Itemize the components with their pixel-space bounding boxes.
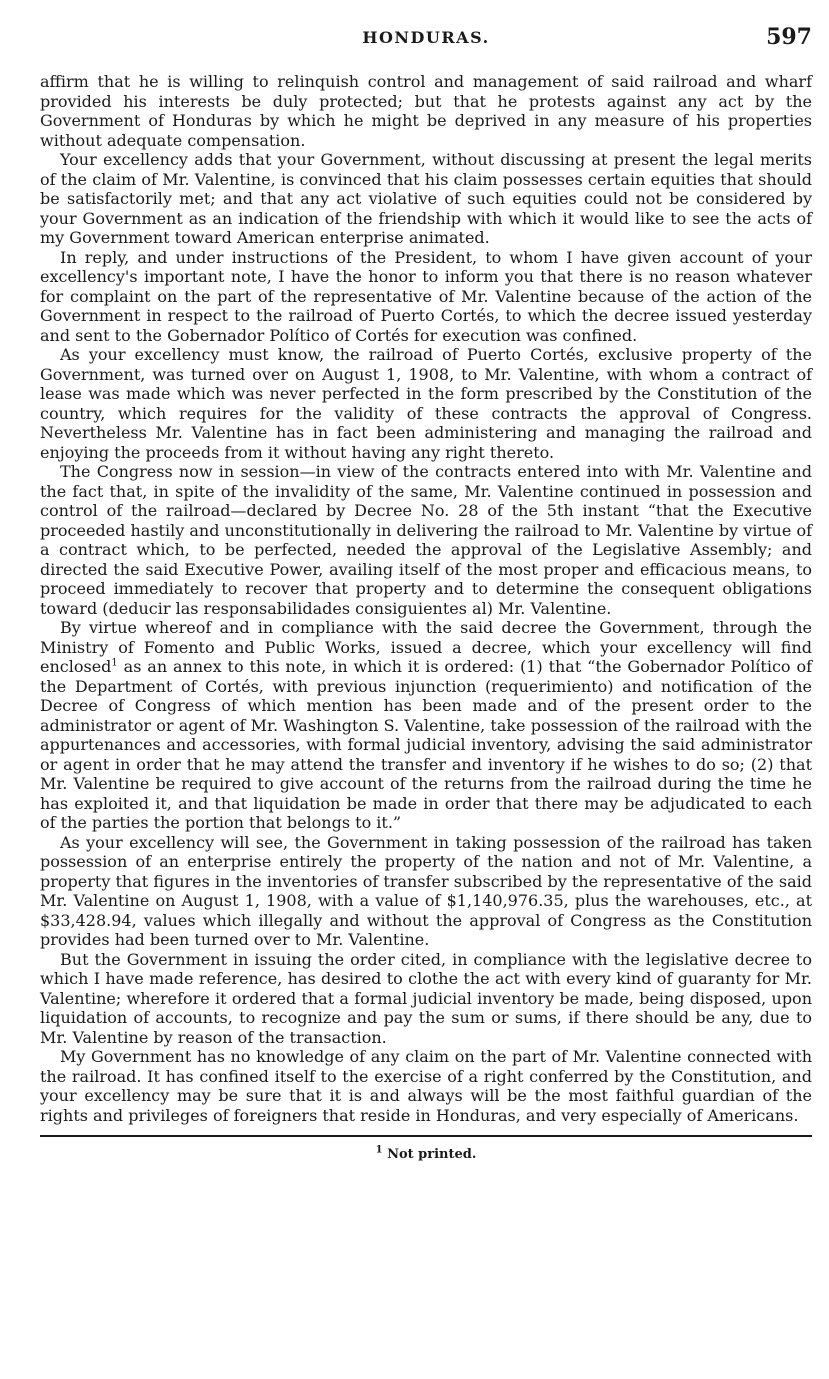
paragraph: As your excellency will see, the Government in taking possession of the railroad has taken possession of an enterprise entirely the property of the nation and not of Mr. Valentine, a property that figures in the inventories of transfer subscribed by the representative of the said Mr. Valentine on August 1, 1908, with a value of $1,140,976.35, plus the warehouses, etc., at $33,428.94, values which illegally and without the approval of Congress as the Constitution provides had been turned over to Mr. Valentine. (40, 832, 812, 949)
footnote-reference-mark: 1 (111, 657, 118, 669)
page-number: 597 (766, 24, 812, 50)
document-page (40, 24, 812, 1162)
footnote (40, 1144, 812, 1162)
body-text (40, 72, 812, 1125)
paragraph-text-after-ref: as an annex to this note, in which it is ordered: (1) that “the Gobernador Político of the Department of Cortés, with previous injunction (requerimiento) and notification of the Decree of Congress of which mention has been made and of the present order to the administrator or agent of Mr. Washington S. Valentine, take possession of the railroad with the appurtenances and accessories, with formal judicial inventory, advising the said administrator or agent in order that he may attend the transfer and inventory if he wishes to do so; (2) that Mr. Valentine be required to give account of the returns from the railroad during the time he has exploited it, and that liquidation be made in order that there may be adjudicated to each of the parties the portion that belongs to it.” (40, 657, 812, 832)
paragraph: The Congress now in session—in view of the contracts entered into with Mr. Valentine and the fact that, in spite of the invalidity of the same, Mr. Valentine continued in possession and control of the railroad—declared by Decree No. 28 of the 5th instant “that the Executive proceeded hastily and unconstitutionally in delivering the railroad to Mr. Valentine by virtue of a contract which, to be perfected, needed the approval of the Legislative Assembly; and directed the said Executive Power, availing itself of the most proper and efficacious means, to proceed immediately to recover that property and to determine the consequent obligations toward (deducir las responsabilidades consiguientes al) Mr. Valentine. (40, 462, 812, 618)
running-header (40, 24, 812, 52)
paragraph: But the Government in issuing the order cited, in compliance with the legislative decree to which I have made reference, has desired to clothe the act with every kind of guaranty for Mr. Valentine; wherefore it ordered that a formal judicial inventory be made, being disposed, upon liquidation of accounts, to recognize and pay the sum or sums, if there should be any, due to Mr. Valentine by reason of the transaction. (40, 949, 812, 1047)
paragraph: As your excellency must know, the railroad of Puerto Cortés, exclusive property of the Government, was turned over on August 1, 1908, to Mr. Valentine, with whom a contract of lease was made which was never perfected in the form prescribed by the Constitution of the country, which requires for the validity of these contracts the approval of Congress. Nevertheless Mr. Valentine has in fact been administering and managing the railroad and enjoying the proceeds from it without having any right thereto. (40, 345, 812, 462)
paragraph: In reply, and under instructions of the President, to whom I have given account of your excellency's important note, I have the honor to inform you that there is no reason whatever for complaint on the part of the representative of Mr. Valentine because of the action of the Government in respect to the railroad of Puerto Cortés, to which the decree issued yesterday and sent to the Gobernador Político of Cortés for execution was confined. (40, 247, 812, 345)
paragraph-continued: affirm that he is willing to relinquish control and management of said railroad and wharf provided his interests be duly protected; but that he protests against any act by the Government of Honduras by which he might be deprived in any measure of his properties without adequate compensation. (40, 72, 812, 150)
paragraph-text-before-ref: By virtue whereof and in compliance with the said decree the Government, through the Ministry of Fomento and Public Works, issued a decree, which your excellency will find enclosed (40, 618, 812, 676)
footnote-mark: 1 (375, 1144, 383, 1156)
footnote-text: Not printed. (387, 1147, 477, 1162)
footnote-divider (40, 1135, 812, 1137)
paragraph: My Government has no knowledge of any claim on the part of Mr. Valentine connected with the railroad. It has confined itself to the exercise of a right conferred by the Constitution, and your excellency may be sure that it is and always will be the most faithful guardian of the rights and privileges of foreigners that reside in Honduras, and very especially of Americans. (40, 1047, 812, 1125)
running-title: HONDURAS. (362, 28, 490, 47)
paragraph: Your excellency adds that your Government, without discussing at present the legal merits of the claim of Mr. Valentine, is convinced that his claim possesses certain equities that should be satisfactorily met; and that any act violative of such equities could not be considered by your Government as an indication of the friendship with which it would like to see the acts of my Government toward American enterprise animated. (40, 150, 812, 247)
paragraph-with-footnote-ref (40, 618, 812, 833)
